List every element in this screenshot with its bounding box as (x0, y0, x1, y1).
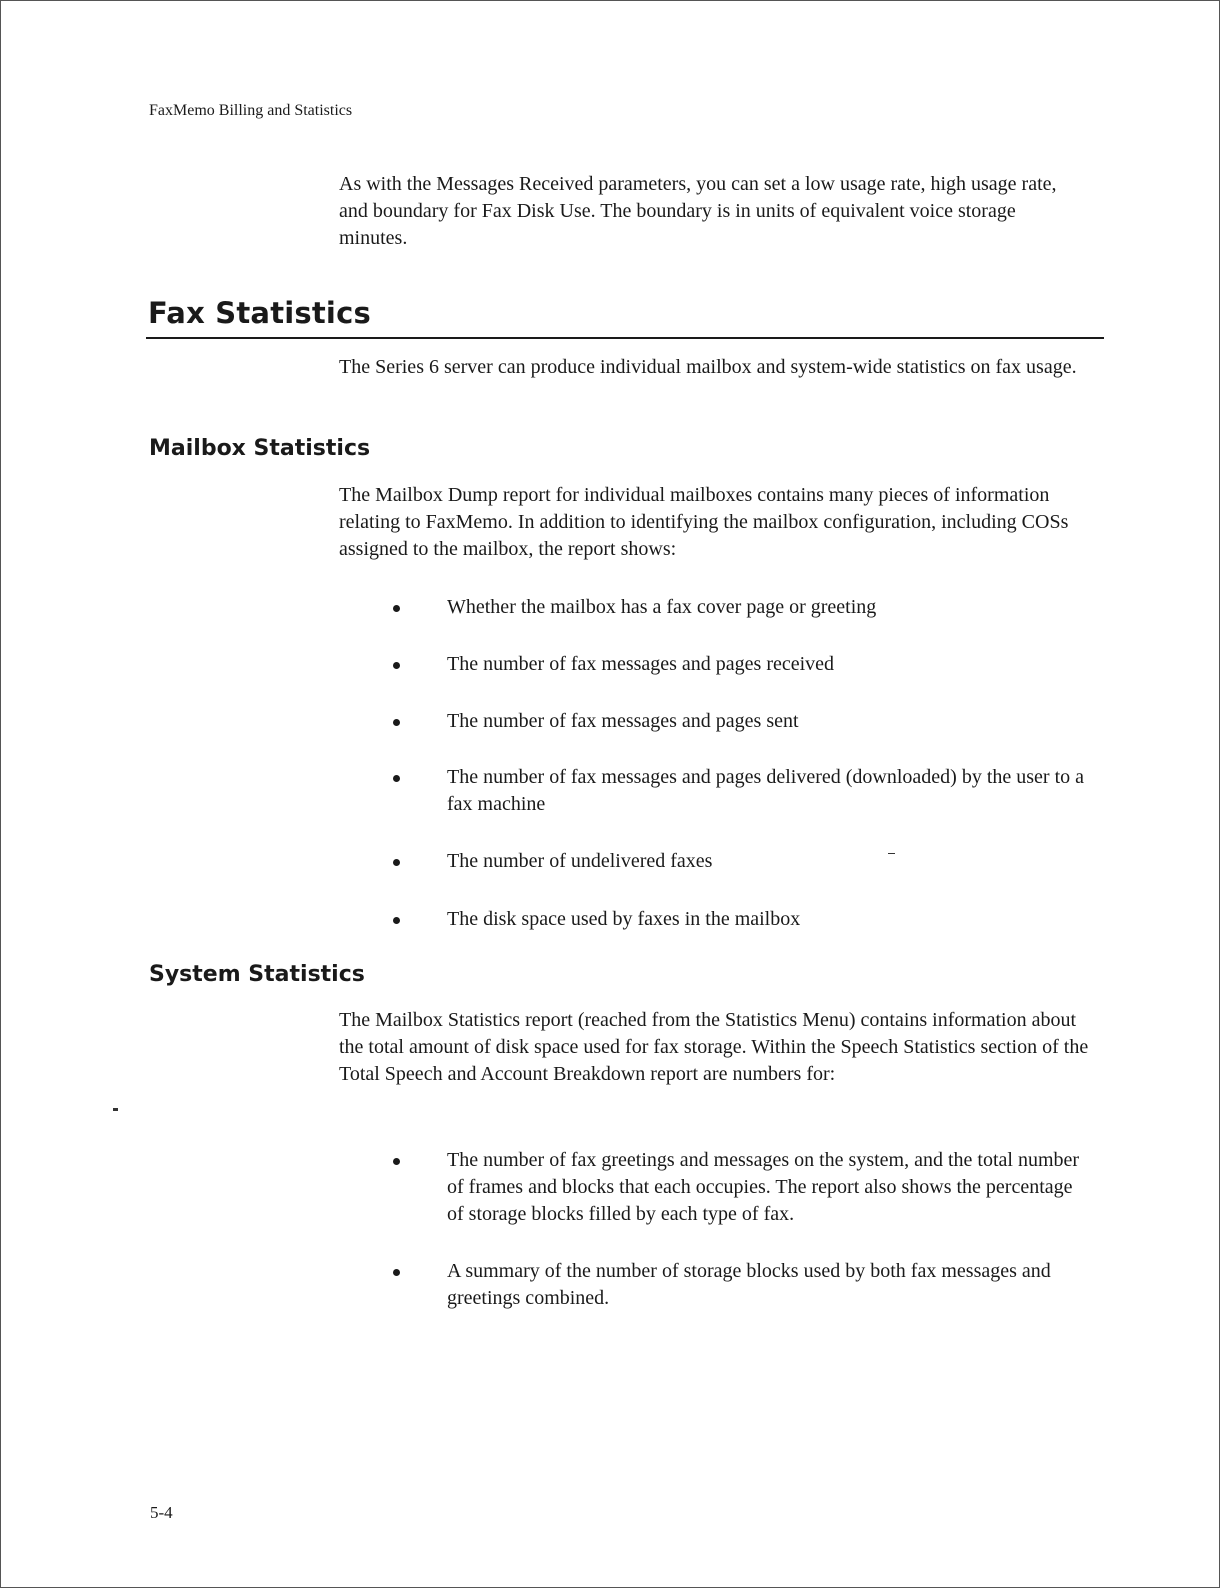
bullet-icon (393, 605, 400, 612)
scan-speck (113, 1108, 118, 1111)
list-item: The number of fax greetings and messages on the system, and the total number of frames and blocks that each occupies. The report also shows the percentage of storage blocks filled by each type of fax. (385, 1147, 1087, 1228)
scan-speck (888, 853, 895, 854)
bullet-icon (393, 859, 400, 866)
list-item: The number of fax messages and pages sent (385, 708, 1087, 735)
heading-rule (146, 337, 1104, 339)
page-number: 5-4 (150, 1503, 173, 1522)
bullet-icon (393, 1269, 400, 1276)
bullet-icon (393, 775, 400, 782)
mailbox-statistics-paragraph: The Mailbox Dump report for individual mailboxes contains many pieces of information relating to FaxMemo. In addition to identifying the mailbox configuration, including COSs assigned to the mailbox, the report shows: (339, 484, 1069, 560)
fax-statistics-paragraph: The Series 6 server can produce individual mailbox and system-wide statistics on fax usage. (339, 356, 1077, 378)
intro-paragraph: As with the Messages Received parameters, you can set a low usage rate, high usage rate, and boundary for Fax Disk Use. The boundary is in units of equivalent voice storage minutes. (339, 173, 1057, 249)
running-header: FaxMemo Billing and Statistics (149, 102, 353, 119)
subheading-system-statistics: System Statistics (149, 962, 365, 987)
subheading-mailbox-statistics: Mailbox Statistics (149, 436, 371, 461)
list-item: The disk space used by faxes in the mailbox (385, 906, 1087, 933)
list-item: A summary of the number of storage blocks used by both fax messages and greetings combined. (385, 1258, 1087, 1312)
bullet-icon (393, 719, 400, 726)
section-heading-fax-statistics: Fax Statistics (148, 296, 371, 330)
list-item: The number of undelivered faxes (385, 848, 1087, 875)
list-item: The number of fax messages and pages delivered (downloaded) by the user to a fax machine (385, 764, 1087, 818)
list-item: Whether the mailbox has a fax cover page or greeting (385, 594, 1087, 621)
bullet-icon (393, 917, 400, 924)
bullet-icon (393, 1158, 400, 1165)
system-statistics-paragraph: The Mailbox Statistics report (reached from the Statistics Menu) contains information about the total amount of disk space used for fax storage. Within the Speech Statistics section of the Total Speech and Account Breakdown report are numbers for: (339, 1009, 1089, 1085)
list-item: The number of fax messages and pages received (385, 651, 1087, 678)
bullet-icon (393, 662, 400, 669)
